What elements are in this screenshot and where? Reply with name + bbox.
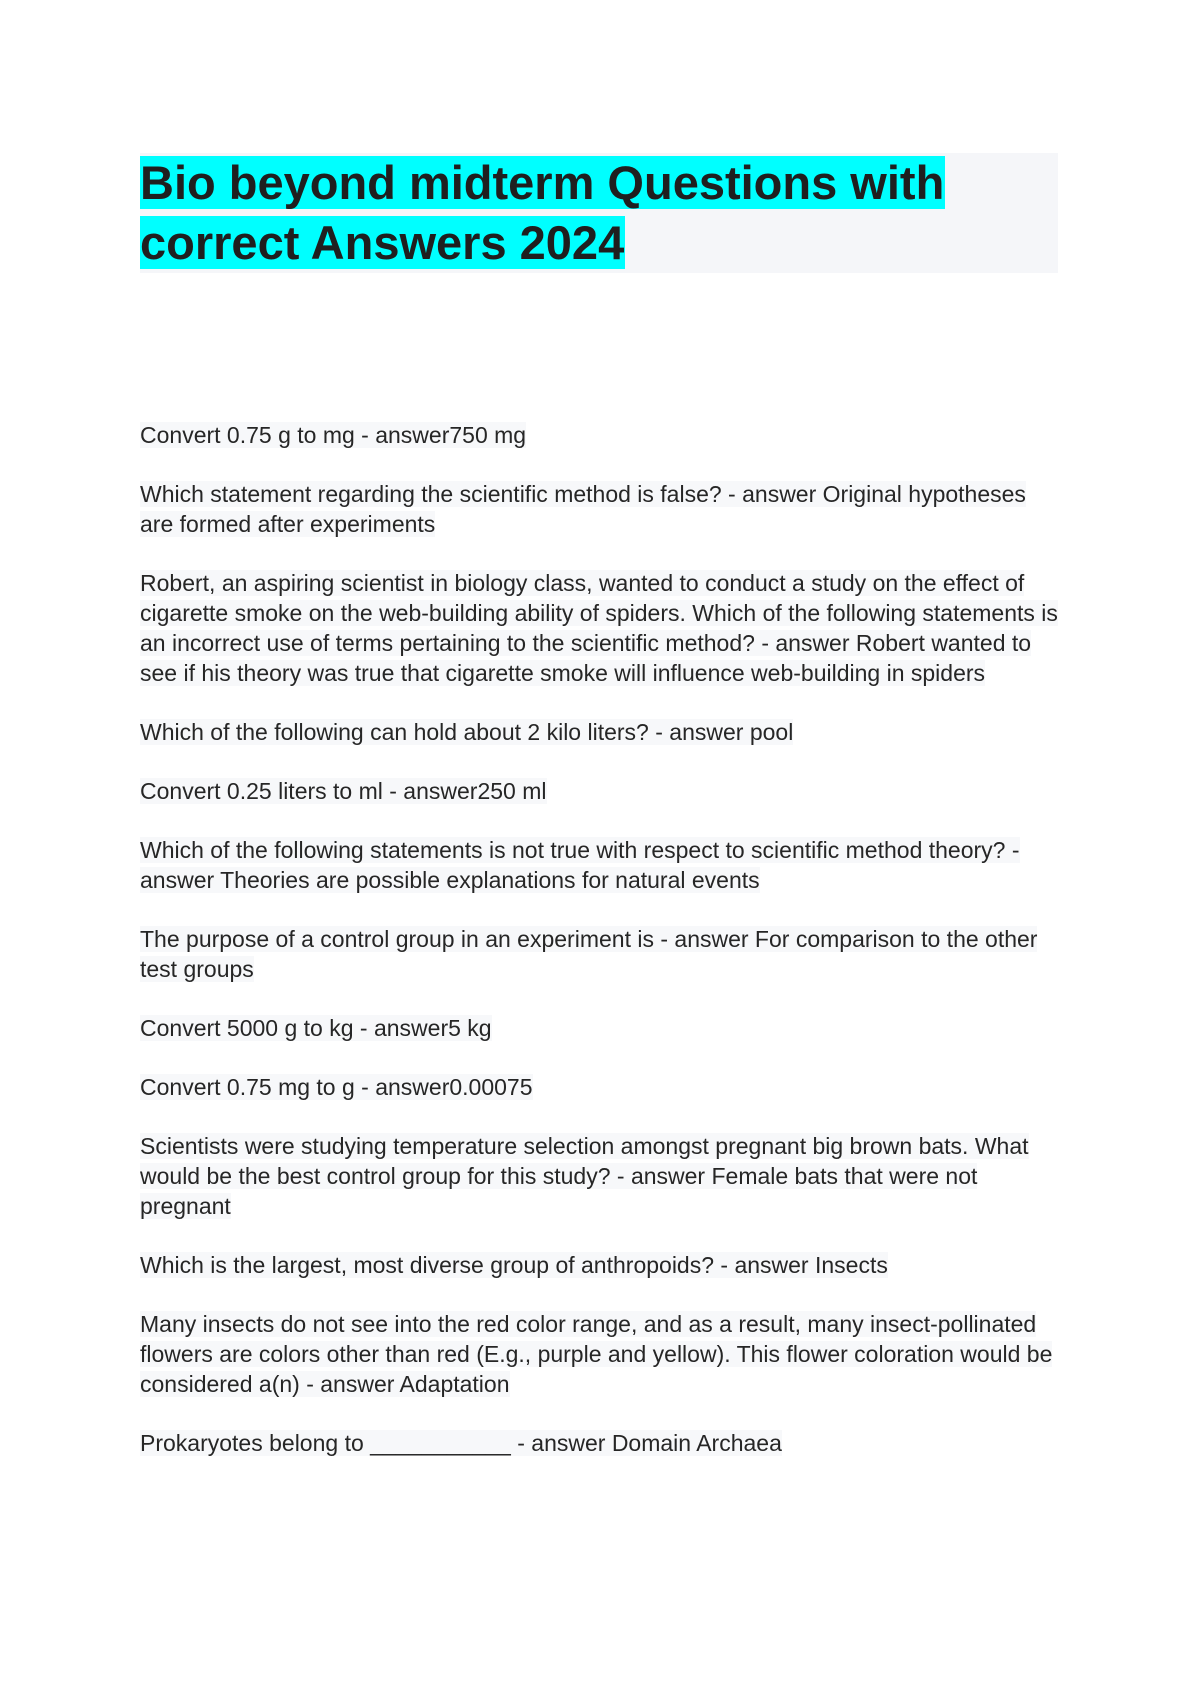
qa-item — [140, 420, 1060, 450]
qa-text: The purpose of a control group in an experiment is - answer For comparison to the other test groups — [140, 926, 1038, 982]
qa-item — [140, 1309, 1060, 1399]
qa-text: Which statement regarding the scientific method is false? - answer Original hypotheses are formed after experiments — [140, 481, 1026, 537]
qa-text: Convert 5000 g to kg - answer5 kg — [140, 1015, 492, 1041]
qa-text: Scientists were studying temperature selection amongst pregnant big brown bats. What would be the best control group for this study? - answer Female bats that were not pregnant — [140, 1133, 1029, 1219]
qa-item — [140, 835, 1060, 895]
qa-list — [140, 420, 1060, 1487]
qa-item — [140, 1072, 1060, 1102]
qa-text: Convert 0.25 liters to ml - answer250 ml — [140, 778, 547, 804]
qa-text: Prokaryotes belong to ___________ - answer Domain Archaea — [140, 1430, 782, 1456]
qa-item — [140, 568, 1060, 688]
qa-item — [140, 1250, 1060, 1280]
qa-item — [140, 776, 1060, 806]
qa-item — [140, 717, 1060, 747]
qa-text: Many insects do not see into the red color range, and as a result, many insect-pollinated flowers are colors other than red (E.g., purple and yellow). This flower coloration would be considered a(n) - answer Adaptation — [140, 1311, 1053, 1397]
qa-text: Which is the largest, most diverse group of anthropoids? - answer Insects — [140, 1252, 888, 1278]
qa-item — [140, 924, 1060, 984]
qa-item — [140, 1013, 1060, 1043]
qa-text: Which of the following can hold about 2 kilo liters? - answer pool — [140, 719, 794, 745]
title-highlight: Bio beyond midterm Questions with correct Answers 2024 — [140, 156, 945, 269]
qa-item — [140, 1428, 1060, 1458]
qa-item — [140, 1131, 1060, 1221]
document-title — [140, 153, 1058, 273]
qa-text: Convert 0.75 g to mg - answer750 mg — [140, 422, 527, 448]
qa-text: Convert 0.75 mg to g - answer0.00075 — [140, 1074, 533, 1100]
qa-text: Which of the following statements is not true with respect to scientific method theory? - answer Theories are possible explanations for natural events — [140, 837, 1020, 893]
qa-item — [140, 479, 1060, 539]
qa-text: Robert, an aspiring scientist in biology class, wanted to conduct a study on the effect of cigarette smoke on the web-building ability of spiders. Which of the following statements is an incorrect use of terms pertaining to the scientific method? - answer Robert wanted to see if his theory was true that cigarette smoke will influence web-building in spiders — [140, 570, 1058, 686]
